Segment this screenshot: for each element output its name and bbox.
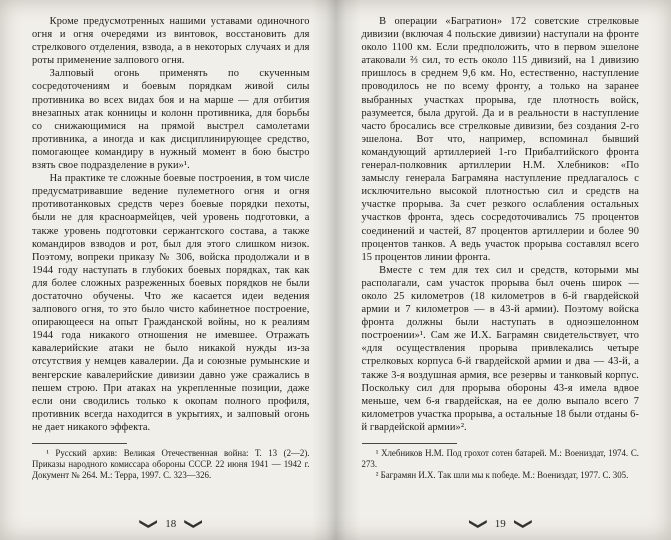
- chevron-ornament-icon: [139, 520, 157, 528]
- page-number-right: 19: [494, 518, 506, 530]
- footnote: ¹ Хлебников Н.М. Под грохот сотен батарей. М.: Воениздат, 1974. С. 273.: [361, 448, 639, 469]
- page-right-text: [362, 15, 640, 434]
- page-footer-left: [32, 513, 310, 532]
- footnote-divider: [362, 443, 457, 444]
- chevron-ornament-icon: [469, 520, 487, 528]
- page-right: [336, 0, 671, 540]
- footnotes-left: [32, 443, 310, 481]
- page-footer-right: [362, 513, 640, 532]
- chevron-ornament-icon: [514, 520, 532, 528]
- paragraph: На практике те сложные боевые построения, в том числе предусматривавшие ведение пулеметного огня и огня противотанковых средств через боевые порядки пехоты, были не для красноармейцев, чей уровень подготовки, а также уровень подготовки сержантского состава, а также командиров взводов и рот, был для этого слишком низок. Поэтому, вопреки приказу № 306, войска продолжали и в 1944 году наступать в глубоких боевых порядках, так как для более сложных разреженных боевых порядков не были достаточно обучены. Что же касается идеи ведения залпового огня, то это было чисто кабинетное построение, опирающееся на опыт Гражданской войны, но к реалиям 1944 года никакого отношения не имевшее. Отражать кавалерийские атаки не было никакой нужды из-за отсутствия у немцев кавалерии. Да и союзные румынские и венгерские кавалерийские дивизии давно уже сражались в пешем строю. При атаках на укрепленные позиции, даже если они сводились только к окопам полного профиля, противник всегда находится в укрытиях, и залповый огонь не дает никакого эффекта.: [32, 173, 310, 433]
- page-left-text: [32, 15, 310, 434]
- paragraph: В операции «Багратион» 172 советские стрелковые дивизии (включая 4 польские дивизии) наступали на фронте около 1100 км. Если предположить, что в первом эшелоне атаковали ⅔ сил, то есть около 115 дивизий, на 1 дивизию пришлось в среднем 9,6 км. Но, естественно, наступление проводилось не по всему фронту, а только на заранее выбранных участках прорыва, где плотность войск, разумеется, была другой. Да и в реальности в наступление часто бросались все стрелковые дивизии, без создания 2-го эшелона. Вот что, например, вспоминал бывший командующий артиллерией 1-го Прибалтийского фронта генерал-полковник артиллерии Н.М. Хлебников: «По замыслу генерала Баграмяна наступление предлагалось с исключительно высокой плотностью сил и средств на участке прорыва. За счет резкого ослабления остальных участков фронта, здесь сосредоточивались 75 процентов соединений и частей, 87 процентов артиллерии и более 90 процентов танков. А ведь участок прорыва составлял всего 15 процентов линии фронта.: [361, 16, 639, 263]
- footnote: ¹ Русский архив: Великая Отечественная война: Т. 13 (2—2). Приказы народного комиссара обороны СССР. 22 июня 1941 — 1942 г. Документ № 264. М.: Терра, 1997. С. 323—326.: [32, 448, 310, 480]
- chevron-ornament-icon: [184, 520, 202, 528]
- paragraph: Кроме предусмотренных нашими уставами одиночного огня и огня очередями из винтовок, восстановить для стрелкового отделения, взвода, а в некоторых случаях и для роты применение залпового огня.: [32, 16, 310, 67]
- paragraph: Вместе с тем для тех сил и средств, которыми мы располагали, сам участок прорыва был очень широк — около 25 километров (18 километров в 6-й гвардейской армии и 7 километров — в 43-й армии). Поэтому войска фронта должны были наступать в одноэшелонном построении»¹. Сам же И.Х. Баграмян свидетельствует, что «для осуществления прорыва привлекались четыре стрелковых корпуса 6-й гвардейской армии и два — 43-й, а также 3-я воздушная армия, все резервы и танковый корпус. Поскольку сил для прорыва обороны 43-я имела вдвое меньше, чем 6-я гвардейская, на ее долю выпало всего 7 километров участка прорыва, а остальные 18 были отданы 6-й гвардейской армии»².: [361, 264, 639, 433]
- footnote-divider: [32, 443, 127, 444]
- paragraph: Залповый огонь применять по скученным сосредоточениям и боевым порядкам живой силы противника во всех видах боя и на марше — для отбития внезапных атак конницы и колонн противника, для борьбы со снижающимися на прямой выстрел самолетами противника, а иногда и как дисциплинирующее средство, помогающее командиру в нужный момент в бою быстро взять свое подразделение в руки»¹.: [32, 68, 310, 172]
- footnotes-right: [362, 443, 640, 481]
- footnote: ² Баграмян И.Х. Так шли мы к победе. М.: Воениздат, 1977. С. 305.: [375, 469, 629, 480]
- page-number-left: 18: [165, 518, 177, 530]
